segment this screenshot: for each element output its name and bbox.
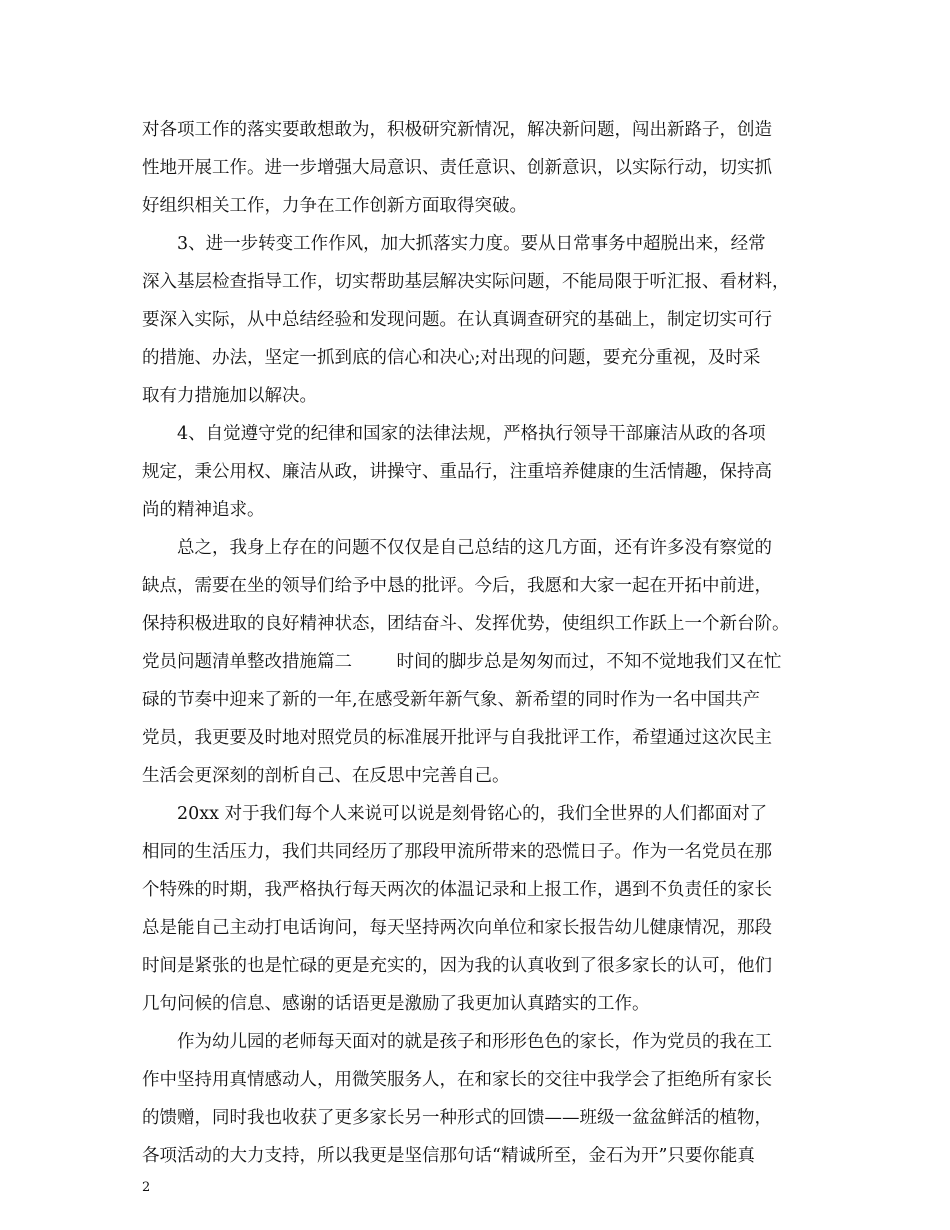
text-line: 的馈赠，同时我也收获了更多家长另一种形式的回馈——班级一盆盆鲜活的植物， (142, 1108, 772, 1128)
text-line: 性地开展工作。进一步增强大局意识、责任意识、创新意识，以实际行动，切实抓 (142, 158, 772, 178)
text-line: 规定，秉公用权、廉洁从政，讲操守、重品行，注重培养健康的生活情趣，保持高 (142, 462, 772, 482)
text-line: 尚的精神追求。 (142, 500, 265, 520)
text-line: 要深入实际，从中总结经验和发现问题。在认真调查研究的基础上，制定切实可行 (142, 310, 772, 330)
page-number: 2 (142, 1180, 151, 1195)
text-line: 几句问候的信息、感谢的话语更是激励了我更加认真踏实的工作。 (142, 994, 650, 1014)
text-line: 保持积极进取的良好精神状态，团结奋斗、发挥优势，使组织工作跃上一个新台阶。 (142, 614, 790, 634)
text-line: 3、进一步转变工作作风，加大抓落实力度。要从日常事务中超脱出来，经常 (177, 234, 766, 254)
text-line: 作为幼儿园的老师每天面对的就是孩子和形形色色的家长，作为党员的我在工 (177, 1032, 772, 1052)
text-line: 个特殊的时期，我严格执行每天两次的体温记录和上报工作，遇到不负责任的家长 (142, 880, 772, 900)
text-line: 取有力措施加以解决。 (142, 386, 317, 406)
text-line: 党员，我更要及时地对照党员的标准展开批评与自我批评工作，希望通过这次民主 (142, 728, 772, 748)
text-line: 碌的节奏中迎来了新的一年,在感受新年新气象、新希望的同时作为一名中国共产 (142, 690, 761, 710)
text-line: 深入基层检查指导工作，切实帮助基层解决实际问题，不能局限于听汇报、看材料， (142, 272, 790, 292)
text-line: 各项活动的大力支持，所以我更是坚信那句话“精诚所至，金石为开”只要你能真 (142, 1146, 755, 1166)
text-line: 的措施、办法，坚定一抓到底的信心和决心;对出现的问题，要充分重视，及时采 (142, 348, 761, 368)
text-line: 20xx 对于我们每个人来说可以说是刻骨铭心的，我们全世界的人们都面对了 (177, 804, 768, 824)
text-line: 时间是紧张的也是忙碌的更是充实的，因为我的认真收到了很多家长的认可，他们 (142, 956, 772, 976)
text-line: 缺点，需要在坐的领导们给予中恳的批评。今后，我愿和大家一起在开拓中前进， (142, 576, 772, 596)
text-line: 对各项工作的落实要敢想敢为，积极研究新情况，解决新问题，闯出新路子，创造 (142, 120, 772, 140)
text-line: 好组织相关工作，力争在工作创新方面取得突破。 (142, 196, 527, 216)
text-line: 相同的生活压力，我们共同经历了那段甲流所带来的恐慌日子。作为一名党员在那 (142, 842, 772, 862)
text-line: 生活会更深刻的剖析自己、在反思中完善自己。 (142, 766, 510, 786)
text-line: 总是能自己主动打电话询问，每天坚持两次向单位和家长报告幼儿健康情况，那段 (142, 918, 772, 938)
text-line: 党员问题清单整改措施篇二 时间的脚步总是匆匆而过，不知不觉地我们又在忙 (142, 652, 782, 672)
text-line: 总之，我身上存在的问题不仅仅是自己总结的这几方面，还有许多没有察觉的 (177, 538, 772, 558)
text-line: 4、自觉遵守党的纪律和国家的法律法规，严格执行领导干部廉洁从政的各项 (177, 424, 766, 444)
text-line: 作中坚持用真情感动人，用微笑服务人，在和家长的交往中我学会了拒绝所有家长 (142, 1070, 772, 1090)
